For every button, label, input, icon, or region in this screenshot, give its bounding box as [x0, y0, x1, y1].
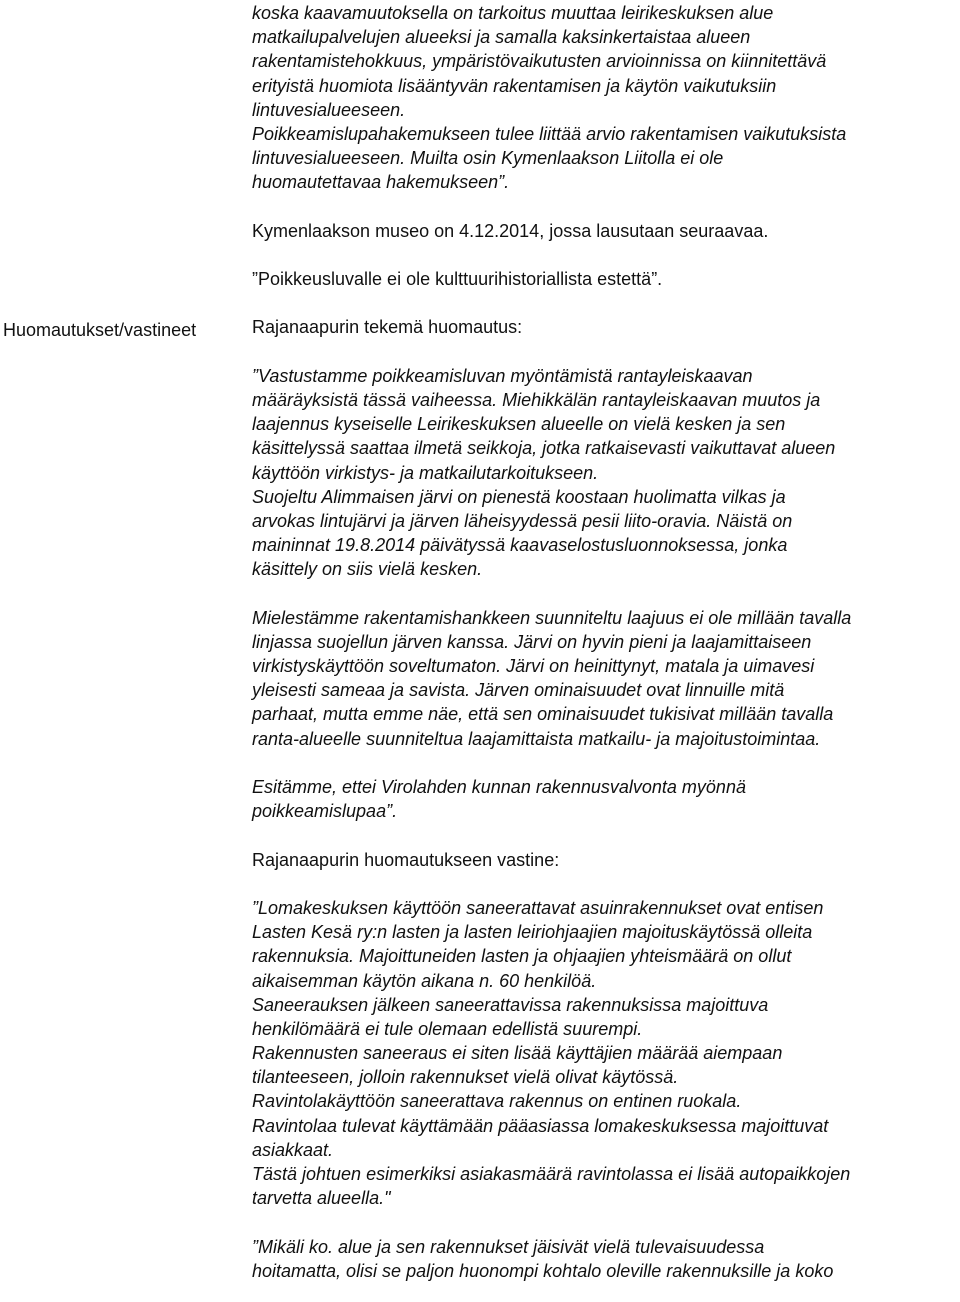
text-line: Rakennusten saneeraus ei siten lisää käyttäjien määrää aiempaan — [252, 1043, 783, 1064]
text-line: arvokas lintujärvi ja järven läheisyydessä pesii liito-oravia. Näistä on — [252, 510, 793, 531]
text-line: asiakkaat. — [252, 1139, 334, 1160]
text-line: Esitämme, ettei Virolahden kunnan rakennusvalvonta myönnä — [252, 777, 746, 797]
text-line: käsittely on siis vielä kesken. — [252, 559, 483, 580]
huomautus-paragraph-3 — [252, 775, 960, 823]
text-line: käyttöön virkistys- ja matkailutarkoitukseen. — [252, 462, 599, 483]
text-line: ”Mikäli ko. alue ja sen rakennukset jäisivät vielä tulevaisuudessa — [252, 1236, 765, 1257]
text-line: virkistyskäyttöön soveltumaton. Järvi on heinittynyt, matala ja uimavesi — [252, 656, 815, 677]
text-line: aikaisemman käytön aikana n. 60 henkilöä. — [252, 970, 597, 991]
text-line: laajennus kyseiselle Leirikeskuksen alueelle on vielä kesken ja sen — [252, 414, 786, 435]
text-line: Saneerauksen jälkeen saneerattavissa rakennuksissa majoittuva — [252, 994, 769, 1015]
text-line: tilanteeseen, jolloin rakennukset vielä olivat käytössä. — [252, 1067, 679, 1088]
vastine-paragraph-2 — [252, 1235, 960, 1283]
text-line: rakentamistehokkuus, ympäristövaikutusten arvioinnissa on kiinnitettävä — [252, 51, 827, 72]
text-line: Ravintolaa tulevat käyttämään pääasiassa lomakeskuksessa majoittuvat — [252, 1115, 829, 1136]
text-line: parhaat, mutta emme näe, että sen ominaisuudet tukisivat millään tavalla — [252, 704, 834, 725]
text-line: hoitamatta, olisi se paljon huonompi kohtalo oleville rakennuksille ja koko — [252, 1260, 834, 1281]
vastine-paragraph-1 — [252, 896, 960, 1210]
text-line: määräyksistä tässä vaiheessa. Miehikkälän rantayleiskaavan muutos ja — [252, 390, 821, 410]
text-line: Suojeltu Alimmaisen järvi on pienestä koostaan huolimatta vilkas ja — [252, 486, 786, 507]
text-line: ranta-alueelle suunniteltua laajamittaista matkailu- ja majoitustoimintaa. — [252, 728, 821, 749]
huomautus-paragraph-1 — [252, 364, 960, 582]
text-line: rakennuksia. Majoittuneiden lasten ja ohjaajien yhteismäärä on ollut — [252, 946, 792, 967]
text-line: linjassa suojellun järven kanssa. Järvi on hyvin pieni ja laajamittaiseen — [252, 631, 812, 652]
text-line: yleisesti sameaa ja savista. Järven ominaisuudet ovat linnuille mitä — [252, 680, 785, 701]
huomautus-paragraph-2 — [252, 606, 960, 751]
content-column — [252, 1, 960, 1283]
text-line: erityistä huomiota lisääntyvän rakentamisen ja käytön vaikutuksiin — [252, 75, 777, 96]
text-line: ”Vastustamme poikkeamisluvan myöntämistä rantayleiskaavan — [252, 365, 753, 386]
text-line: Tästä johtuen esimerkiksi asiakasmäärä ravintolassa ei lisää autopaikkojen — [252, 1164, 851, 1184]
text-line: Mielestämme rakentamishankkeen suunniteltu laajuus ei ole millään tavalla — [252, 607, 852, 628]
text-line: maininnat 19.8.2014 päivätyssä kaavaselostusluonnoksessa, jonka — [252, 535, 788, 556]
museo-statement: Kymenlaakson museo on 4.12.2014, jossa lausutaan seuraavaa. — [252, 220, 769, 241]
text-line: lintuvesialueeseen. — [252, 99, 406, 120]
text-line: Ravintolakäyttöön saneerattava rakennus on entinen ruokala. — [252, 1091, 742, 1112]
text-line: henkilömäärä ei tule olemaan edellistä suurempi. — [252, 1018, 643, 1039]
text-line: tarvetta alueella." — [252, 1188, 391, 1209]
museo-quote: ”Poikkeusluvalle ei ole kulttuurihistoriallista estettä”. — [252, 269, 663, 290]
text-line: Poikkeamislupahakemukseen tulee liittää arvio rakentamisen vaikutuksista — [252, 123, 847, 144]
text-line: käsittelyssä saattaa ilmetä seikkoja, jotka ratkaisevasti vaikuttavat alueen — [252, 438, 836, 459]
text-line: matkailupalvelujen alueeksi ja samalla kaksinkertaistaa alueen — [252, 27, 751, 48]
intro-paragraph — [252, 1, 960, 195]
text-line: koska kaavamuutoksella on tarkoitus muuttaa leirikeskuksen alue — [252, 3, 774, 23]
text-line: lintuvesialueeseen. Muilta osin Kymenlaakson Liitolla ei ole — [252, 148, 724, 169]
text-line: ”Lomakeskuksen käyttöön saneerattavat asuinrakennukset ovat entisen — [252, 897, 824, 918]
text-line: huomautettavaa hakemukseen”. — [252, 172, 510, 193]
vastine-heading: Rajanaapurin huomautukseen vastine: — [252, 849, 560, 870]
section-label: Huomautukset/vastineet — [3, 320, 197, 340]
huomautus-heading: Rajanaapurin tekemä huomautus: — [252, 317, 523, 338]
text-line: poikkeamislupaa”. — [252, 801, 398, 822]
text-line: Lasten Kesä ry:n lasten ja lasten leiriohjaajien majoituskäytössä olleita — [252, 922, 813, 943]
